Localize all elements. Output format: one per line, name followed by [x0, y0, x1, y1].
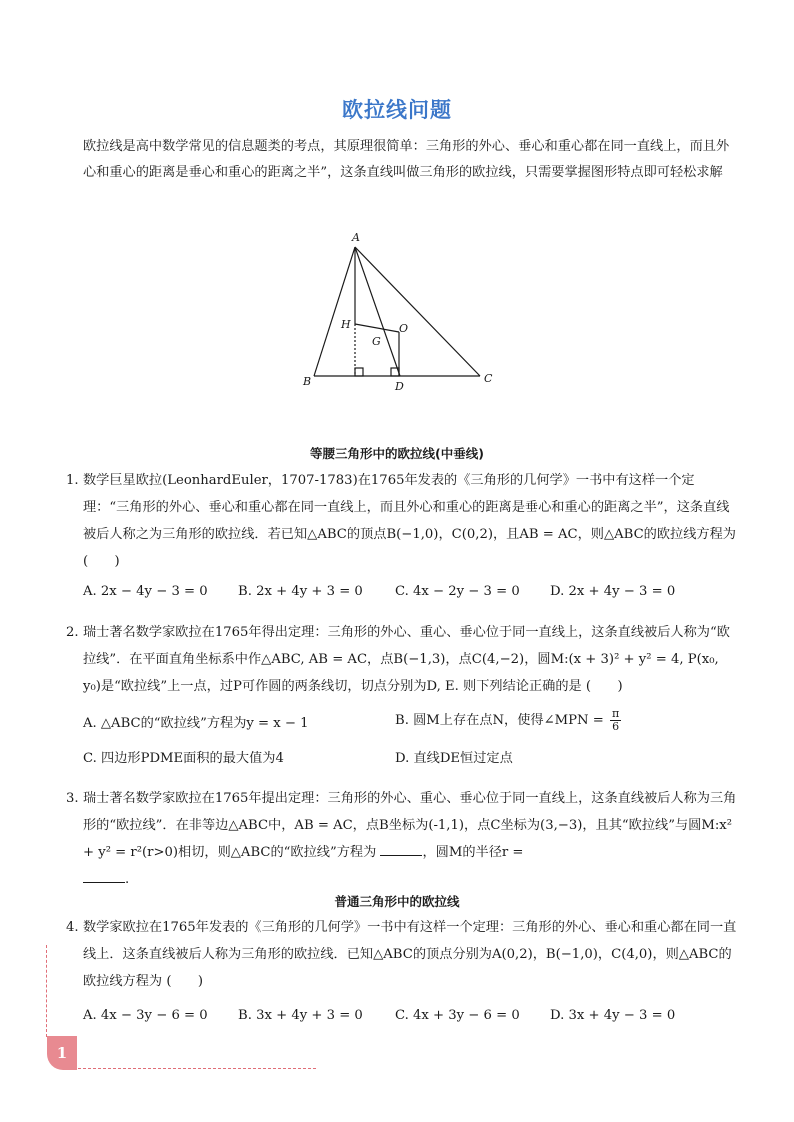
- question-text: 数学家欧拉在1765年发表的《三角形的几何学》一书中有这样一个定理：三角形的外心、垂心和重心都在同一直线上．这条直线被后人称为三角形的欧拉线．已知△ABC的顶点分别为A(0,2)，B(−1,0)，C(4,0)，则△ABC的欧拉线方程为 ( ): [83, 920, 737, 989]
- label-o: O: [399, 322, 409, 335]
- option-a[interactable]: A. △ABC的“欧拉线”方程为y = x − 1: [83, 716, 309, 731]
- side-ac: [355, 247, 480, 376]
- fraction-pi-over-6: $\frac{\pi}{6}$: [612, 707, 620, 733]
- question-2: [66, 619, 738, 700]
- question-text: 瑞士著名数学家欧拉在1765年得出定理：三角形的外心、重心、垂心位于同一直线上，这条直线被后人称为“欧拉线”．在平面直角坐标系中作△ABC, AB = AC，点B(−1,3)，点C(4,−2)，圆M:(x + 3)² + y² = 4, P(x₀, y₀)是“欧拉线”上一点，过P可作圆的两条线切，切点分别为D, E. 则下列结论正确的是 ( ): [83, 625, 730, 694]
- question-number: 2.: [66, 625, 79, 640]
- question-number: 3.: [66, 791, 79, 806]
- option-c[interactable]: C. 四边形PDME面积的最大值为4: [83, 751, 284, 766]
- question-text: 数学巨星欧拉(LeonhardEuler，1707-1783)在1765年发表的《三角形的几何学》一书中有这样一个定理：“三角形的外心、垂心和重心都在同一直线上，而且外心和重心的距离是垂心和重心的距离之半”，这条直线被后人称之为三角形的欧拉线．若已知△ABC的顶点B(−1,0)，C(0,2)，且AB = AC，则△ABC的欧拉线方程为 ( ): [83, 473, 736, 569]
- question-1: [66, 467, 738, 575]
- label-c: C: [484, 372, 493, 385]
- option-b[interactable]: B. 3x + 4y + 3 = 0: [238, 1008, 363, 1023]
- question-3: [66, 785, 738, 893]
- euler-line-figure: [292, 228, 502, 398]
- euler-line-ho: [355, 324, 399, 332]
- section-heading-isosceles: 等腰三角形中的欧拉线(中垂线): [310, 446, 484, 461]
- option-d[interactable]: D. 2x + 4y − 3 = 0: [550, 584, 676, 599]
- intro-paragraph: 欧拉线是高中数学常见的信息题类的考点，其原理很简单：三角形的外心、垂心和重心都在同一直线上，而且外心和重心的距离是垂心和重心的距离之半”，这条直线叫做三角形的欧拉线，只需要掌握图形特点即可轻松求解: [83, 139, 730, 180]
- label-b: B: [303, 375, 312, 388]
- option-b[interactable]: B. 2x + 4y + 3 = 0: [238, 584, 363, 599]
- page-number-badge: 1: [47, 1036, 77, 1070]
- question-4: [66, 914, 738, 995]
- label-a: A: [352, 231, 360, 244]
- answer-blank-1[interactable]: [380, 843, 422, 856]
- option-d[interactable]: D. 直线DE恒过定点: [395, 751, 513, 766]
- label-d: D: [395, 380, 404, 393]
- question-number: 4.: [66, 920, 79, 935]
- question-text: 瑞士著名数学家欧拉在1765年提出定理：三角形的外心、重心、垂心位于同一直线上，这条直线被后人称为三角形的“欧拉线”．在非等边△ABC中，AB = AC，点B坐标为(-1,1)，点C坐标为(3,−3)，且其“欧拉线”与圆M:x² + y² = r²(r>0)相切，则△ABC的“欧拉线”方程为 ，圆M的半径r = .: [83, 791, 737, 887]
- option-c[interactable]: C. 4x − 2y − 3 = 0: [395, 584, 520, 599]
- option-c[interactable]: C. 4x + 3y − 6 = 0: [395, 1008, 520, 1023]
- median-ad: [355, 247, 400, 376]
- option-a[interactable]: A. 2x − 4y − 3 = 0: [83, 584, 208, 599]
- label-h: H: [341, 318, 351, 331]
- question-number: 1.: [66, 473, 79, 488]
- page-border-dashed-vertical: [46, 945, 47, 1037]
- right-angle-mark-1: [355, 368, 363, 376]
- page-border-dashed-horizontal: [78, 1068, 316, 1069]
- page-title: 欧拉线问题: [342, 98, 452, 122]
- option-b-text: B. 圆M上存在点N，使得∠MPN =: [395, 713, 604, 728]
- option-a[interactable]: A. 4x − 3y − 6 = 0: [83, 1008, 208, 1023]
- side-ab: [314, 247, 355, 376]
- answer-blank-2[interactable]: [83, 870, 125, 883]
- option-b[interactable]: [395, 708, 621, 733]
- option-d[interactable]: D. 3x + 4y − 3 = 0: [550, 1008, 676, 1023]
- label-g: G: [372, 335, 381, 348]
- section-heading-general: 普通三角形中的欧拉线: [334, 894, 460, 909]
